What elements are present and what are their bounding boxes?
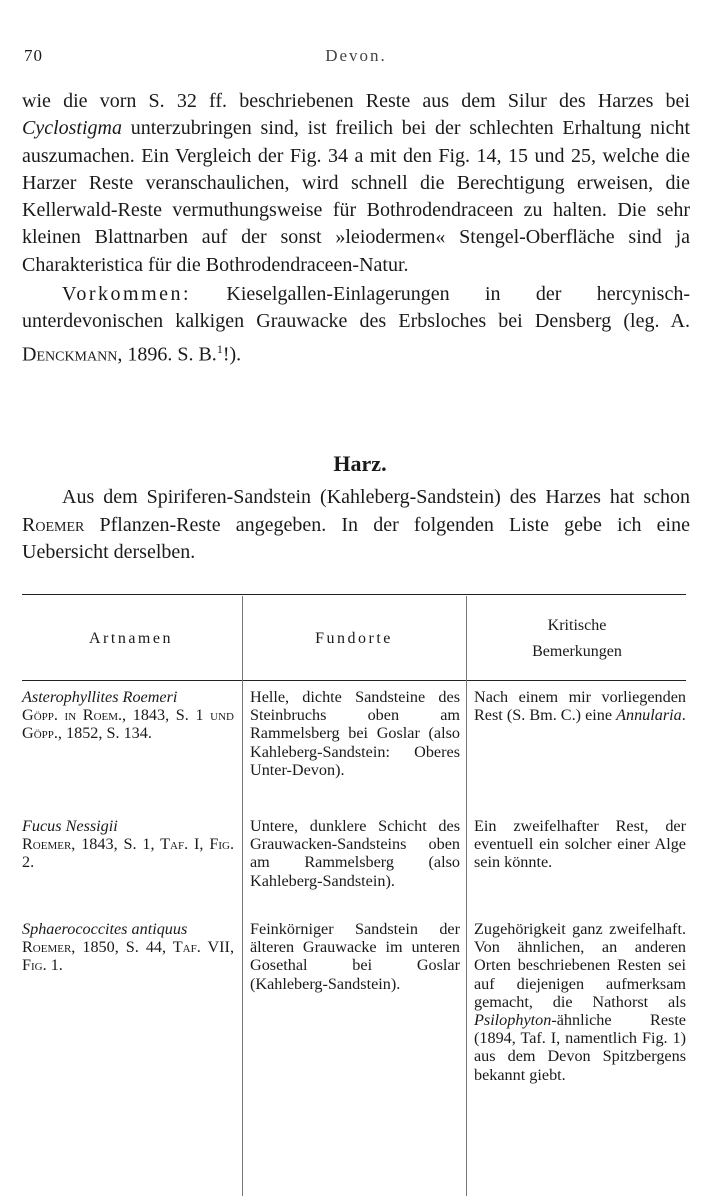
header-artnamen: Artnamen <box>89 630 173 647</box>
author-citation: Roemer, 1843, S. 1, Taf. I, Fig. 2. <box>22 835 234 872</box>
table-column-divider <box>242 596 243 1196</box>
header-bemerkungen: Kritische Bemerkungen <box>532 617 622 660</box>
author-citation: Göpp. in Roem., 1843, S. 1 und Göpp., 1852, S. 134. <box>22 706 234 743</box>
table-row-1-species <box>22 688 234 743</box>
remark-text-b: . <box>681 706 686 725</box>
table-column-divider <box>466 596 467 1196</box>
remark-genus: Annularia <box>616 706 682 725</box>
table-top-rule <box>22 594 686 595</box>
paragraph-1 <box>22 88 690 279</box>
para1-species: Cyclostigma <box>22 117 122 140</box>
table-row-2-species <box>22 817 234 872</box>
species-name: Asterophyllites Roemeri <box>22 688 178 706</box>
page-number: 70 <box>24 46 43 65</box>
para1-text-b: unterzubringen sind, ist freilich bei der schlechten Erhaltung nicht auszumachen. Ein Vergleich der Fig. 34 a mit den Fig. 14, 15 und 25, welche die Harzer Reste veranschaulichen, wird schnell die Berechtigung erweisen, die Kellerwald-Reste vermuthungsweise für Bothrodendraceen zu halten. Die sehr kleinen Blattnarben auf der sonst »leiodermen« Stengel-Oberfläche sind ja Charakteristica für die Bothrodendraceen-Natur. <box>22 117 690 276</box>
table-row-3-remark <box>474 920 686 1084</box>
table-row-2-remark <box>474 817 686 872</box>
para2-text-b: , 1896. S. B. <box>117 343 217 366</box>
para1-text-a: wie die vorn S. 32 ff. beschriebenen Reste aus dem Silur des Harzes bei <box>22 90 690 112</box>
table-row-3-species <box>22 920 234 975</box>
remark-genus: Psilophyton <box>474 1011 552 1030</box>
section-intro <box>22 484 690 567</box>
footnote-mark: 1 <box>216 341 223 356</box>
para2-text-c: !). <box>222 343 242 366</box>
table-row-3-locality: Feinkörniger Sandstein der älteren Grauwacke im unteren Gosethal bei Goslar (Kahleberg-Sandstein). <box>250 920 460 993</box>
intro-author: Roemer <box>22 513 85 536</box>
table-header-rule <box>22 680 686 681</box>
table-row-2-locality: Untere, dunklere Schicht des Grauwacken-Sandsteins oben am Rammelsberg (also Kahleberg-Sandstein). <box>250 817 460 890</box>
remark-text-a: Zugehörigkeit ganz zweifelhaft. Von ähnlichen, an anderen Orten beschriebenen Resten sei auf diejenigen aufmerksam gemacht, die Nathorst als <box>474 920 686 1011</box>
intro-text-b: Pflanzen-Reste angegeben. In der folgenden Liste gebe ich eine Uebersicht derselben. <box>22 513 690 563</box>
para2-text-a: Kieselgallen-Einlagerungen in der hercynisch-unterdevonischen kalkigen Grauwacke des Erbsloches bei Densberg (leg. A. <box>22 283 690 333</box>
intro-text-a: Aus dem Spiriferen-Sandstein (Kahleberg-Sandstein) des Harzes hat schon <box>62 486 690 508</box>
paragraph-2 <box>22 281 690 369</box>
species-name: Sphaerococcites antiquus <box>22 920 188 938</box>
header-fundorte: Fundorte <box>315 630 393 647</box>
running-title: Devon. <box>325 46 387 65</box>
author-citation: Roemer, 1850, S. 44, Taf. VII, Fig. 1. <box>22 938 234 975</box>
remark-text-a: Nach einem mir vorliegenden Rest (S. Bm. C.) eine <box>474 688 686 725</box>
remark-text-a: Ein zweifelhafter Rest, der eventuell ein solcher einer Alge sein könnte. <box>474 817 686 872</box>
table-row-1-remark <box>474 688 686 724</box>
body-text <box>22 88 690 369</box>
remark-text-b: -ähnliche Reste (1894, Taf. I, namentlich Fig. 1) aus dem Devon Spitzbergens bekannt giebt. <box>474 1011 686 1084</box>
occurrence-label: Vorkommen: <box>62 283 192 306</box>
table-row-1-locality: Helle, dichte Sandsteine des Steinbruchs oben am Rammelsberg bei Goslar (also Kahleberg-Sandstein: Oberes Unter-Devon). <box>250 688 460 779</box>
section-heading: Harz. <box>333 451 387 476</box>
species-name: Fucus Nessigii <box>22 817 118 835</box>
collector-name: Denckmann <box>22 343 118 366</box>
